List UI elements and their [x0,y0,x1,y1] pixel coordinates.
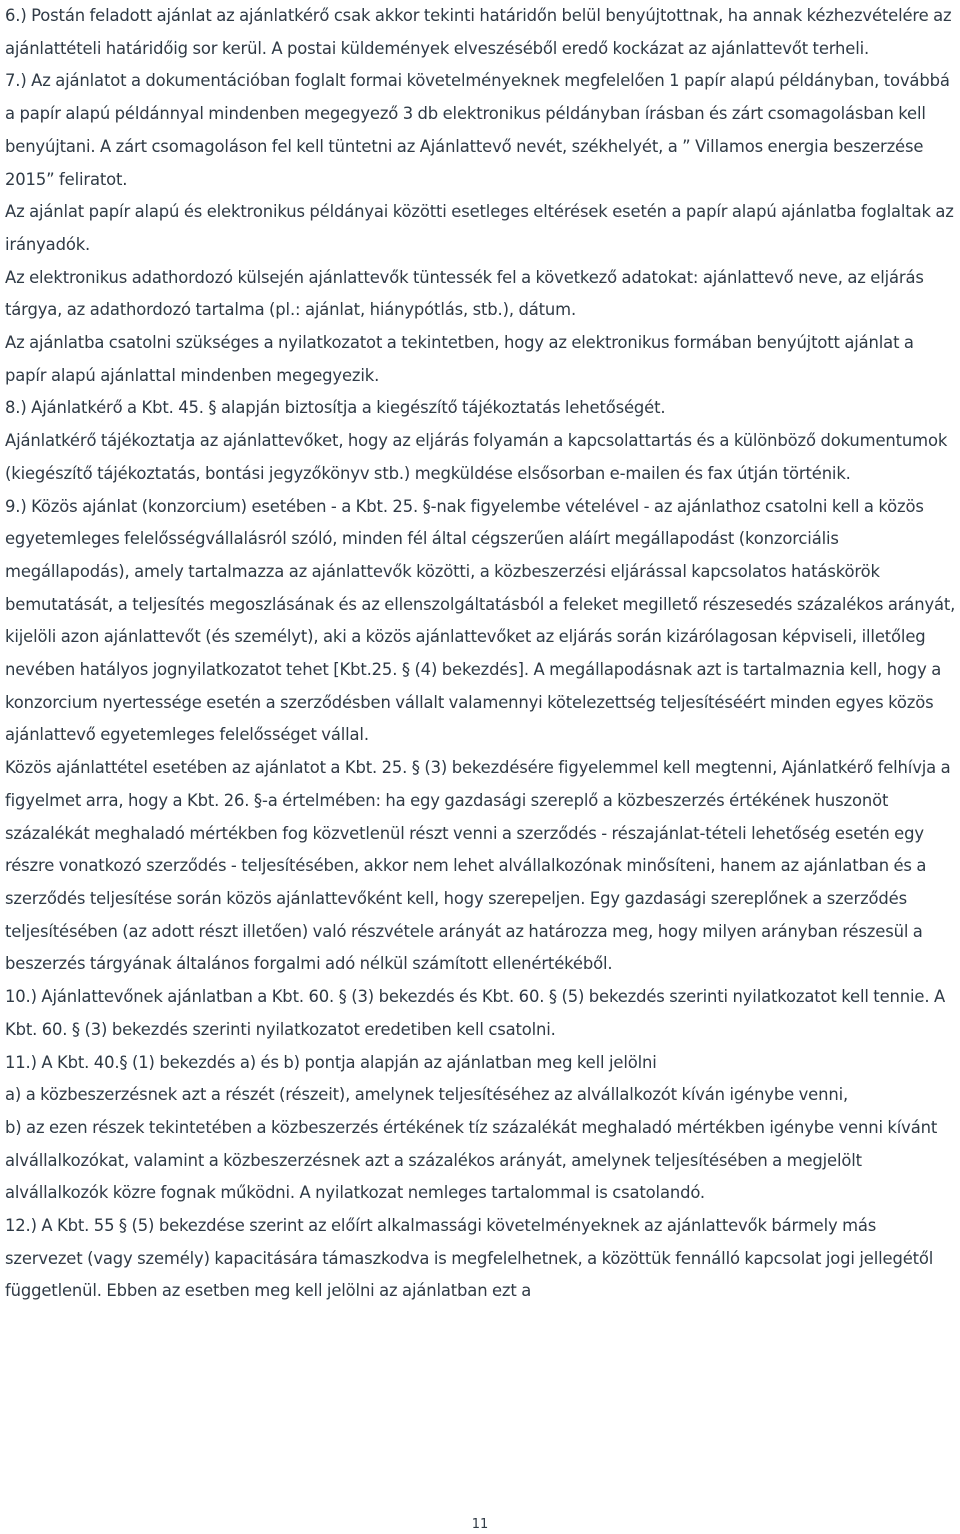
paragraph-electronic-media-labeling: Az elektronikus adathordozó külsején ajánlattevők tüntessék fel a következő adatokat: ajánlattevő neve, az eljárás tárgya, az adathordozó tartalma (pl.: ajánlat, hiánypótlás, stb.), dátum. [5,267,924,320]
paragraph-12-capacity: 12.) A Kbt. 55 § (5) bekezdése szerint az előírt alkalmassági követelményeknek az ajánlattevők bármely más szervezet (vagy személy) kapacitására támaszkodva is megfelelhetnek, a közöttük fennálló kapcsolat jogi jellegétől függetlenül. Ebben az esetben meg kell jelölni az ajánlatban ezt a [5,1216,934,1301]
paragraph-11a: a) a közbeszerzésnek azt a részét (részeit), amelynek teljesítéséhez az alvállalkozót kíván igénybe venni, [5,1085,849,1105]
paragraph-9-consortium: 9.) Közös ajánlat (konzorcium) esetében - a Kbt. 25. §-nak figyelembe vételével - az ajánlathoz csatolni kell a közös egyetemleges felelősségvállalásról szóló, minden fél által cégszerűen aláírt megállapodást (konzorciális megállapodás), amely tartalmazza az ajánlattevők közötti, a közbeszerzési eljárással kapcsolatos hatáskörök bemutatását, a teljesítés megoszlásának és az ellenszolgáltatásból a feleket megillető részesedés százalékos arányát, kijelöli azon ajánlattevőt (és személyt), aki a közös ajánlattevőket az eljárás során kizárólagosan képviseli, illetőleg nevében hatályos jognyilatkozatot tehet [Kbt.25. § (4) bekezdés]. A megállapodásnak azt is tartalmaznia kell, hogy a konzorcium nyertessége esetén a szerződésben vállalt valamennyi kötelezettség teljesítéséért minden egyes közös ajánlattevő egyetemleges felelősséget vállal. [5,496,956,745]
paragraph-8-supplementary-info: 8.) Ajánlatkérő a Kbt. 45. § alapján biztosítja a kiegészítő tájékoztatás lehetőségét. [5,398,666,418]
document-body [5,0,957,1308]
paragraph-7-offer-format: 7.) Az ajánlatot a dokumentációban foglalt formai követelményeknek megfelelően 1 papír alapú példányban, továbbá a papír alapú példánnyal mindenben megegyező 3 db elektronikus példányban írásban és zárt csomagolásban kell benyújtani. A zárt csomagoláson fel kell tüntetni az Ajánlattevő nevét, székhelyét, a ” Villamos energia beszerzése 2015” feliratot. [5,71,950,189]
paragraph-11b: b) az ezen részek tekintetében a közbeszerzés értékének tíz százalékát meghaladó mértékben igénybe venni kívánt alvállalkozókat, valamint a közbeszerzésnek azt a százalékos arányát, amelynek teljesítésében a megjelölt alvállalkozók közre fognak működni. A nyilatkozat nemleges tartalommal is csatolandó. [5,1117,938,1203]
paragraph-equivalence-declaration: Az ajánlatba csatolni szükséges a nyilatkozatot a tekintetben, hogy az elektronikus formában benyújtott ajánlat a papír alapú ajánlattal mindenben megegyezik. [5,333,914,385]
paragraph-communication: Ajánlatkérő tájékoztatja az ajánlattevőket, hogy az eljárás folyamán a kapcsolattartás és a különböző dokumentumok (kiegészítő tájékoztatás, bontási jegyzőkönyv stb.) megküldése elsősorban e-mailen és fax útján történik. [5,431,948,483]
paragraph-11-subcontracting: 11.) A Kbt. 40.§ (1) bekezdés a) és b) pontja alapján az ajánlatban meg kell jelölni [5,1052,657,1072]
paragraph-6-postal-submission: 6.) Postán feladott ajánlat az ajánlatkérő csak akkor tekinti határidőn belül benyújtottnak, ha annak kézhezvételére az ajánlattételi határidőig sor kerül. A postai küldemények elveszéséből eredő kockázat az ajánlattevőt terheli. [5,6,952,58]
page-number: 11 [471,1517,489,1532]
paragraph-10-declarations: 10.) Ajánlattevőnek ajánlatban a Kbt. 60. § (3) bekezdés és Kbt. 60. § (5) bekezdés szerinti nyilatkozatot kell tennie. A Kbt. 60. § (3) bekezdés szerinti nyilatkozatot eredetiben kell csatolni. [5,987,946,1039]
paragraph-joint-offer: Közös ajánlattétel esetében az ajánlatot a Kbt. 25. § (3) bekezdésére figyelemmel kell megtenni, Ajánlatkérő felhívja a figyelmet arra, hogy a Kbt. 26. §-a értelmében: ha egy gazdasági szereplő a közbeszerzés értékének huszonöt százalékát meghaladó mértékben fog közvetlenül részt venni a szerződés - részajánlat-tételi lehetőség esetén egy részre vonatkozó szerződés - teljesítésében, akkor nem lehet alvállalkozónak minősíteni, hanem az ajánlatban és a szerződés teljesítése során közös ajánlattevőként kell, hogy szerepeljen. Egy gazdasági szereplőnek a szerződés teljesítésében (az adott részt illetően) való részvétele arányát az határozza meg, hogy milyen arányban részesül a beszerzés tárgyának általános forgalmi adó nélkül számított ellenértékéből. [5,758,951,974]
paragraph-paper-vs-electronic: Az ajánlat papír alapú és elektronikus példányai közötti esetleges eltérések esetén a papír alapú ajánlatba foglaltak az irányadók. [5,202,954,254]
